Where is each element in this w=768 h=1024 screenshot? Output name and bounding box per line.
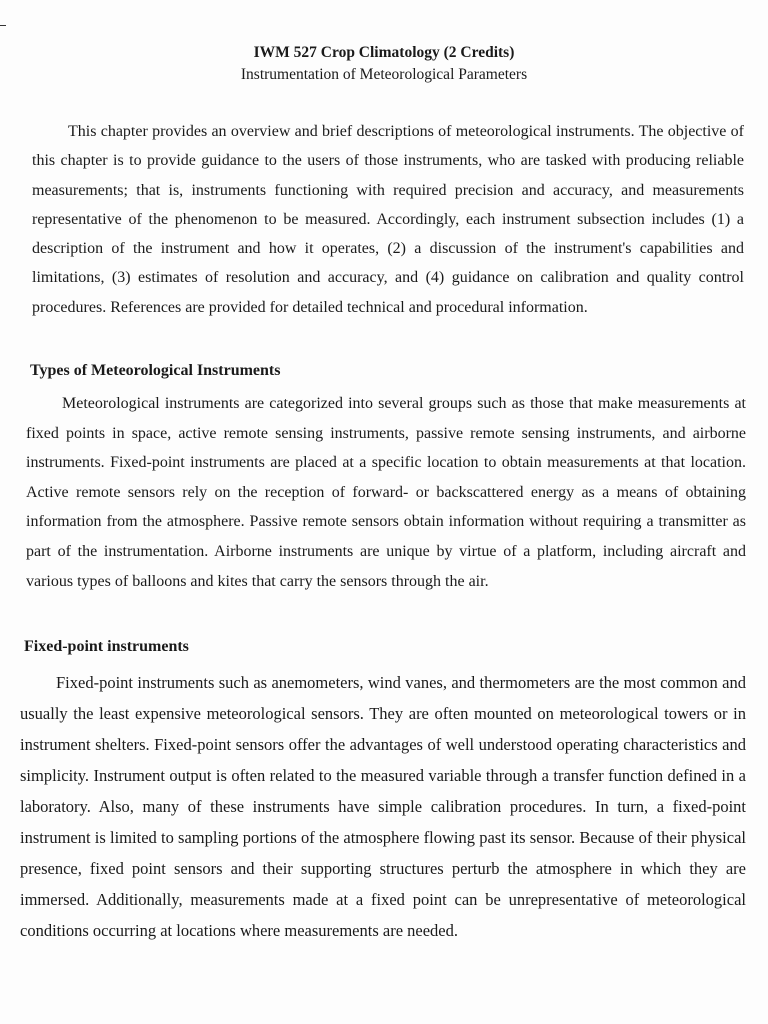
- section-heading-fixed-point: Fixed-point instruments: [24, 638, 189, 655]
- fixed-point-paragraph: Fixed-point instruments such as anemometers, wind vanes, and thermometers are the most common and usually the least expensive meteorological sensors. They are often mounted on meteorological towers or in instrument shelters. Fixed-point sensors offer the advantages of well understood operating characteristics and simplicity. Instrument output is often related to the measured variable through a transfer function defined in a laboratory. Also, many of these instruments have simple calibration procedures. In turn, a fixed-point instrument is limited to sampling portions of the atmosphere flowing past its sensor. Because of their physical presence, fixed point sensors and their supporting structures perturb the atmosphere in which they are immersed. Additionally, measurements made at a fixed point can be unrepresentative of meteorological conditions occurring at locations where measurements are needed.: [20, 673, 746, 940]
- section-heading-types: Types of Meteorological Instruments: [30, 362, 281, 379]
- scan-mark: [0, 25, 6, 26]
- document-subtitle: Instrumentation of Meteorological Parameters: [240, 66, 528, 83]
- types-paragraph: Meteorological instruments are categorized into several groups such as those that make measurements at fixed points in space, active remote sensing instruments, passive remote sensing instruments, and airborne instruments. Fixed-point instruments are placed at a specific location to obtain measurements at that location. Active remote sensors rely on the reception of forward- or backscattered energy as a means of obtaining information from the atmosphere. Passive remote sensors obtain information without requiring a transmitter as part of the instrumentation. Airborne instruments are unique by virtue of a platform, including aircraft and various types of balloons and kites that carry the sensors through the air.: [26, 395, 746, 590]
- document-title: IWM 527 Crop Climatology (2 Credits): [253, 44, 515, 61]
- intro-paragraph: This chapter provides an overview and brief descriptions of meteorological instruments. The objective of this chapter is to provide guidance to the users of those instruments, who are tasked with producing reliable measurements; that is, instruments functioning with required precision and accuracy, and measurements representative of the phenomenon to be measured. Accordingly, each instrument subsection includes (1) a description of the instrument and how it operates, (2) a discussion of the instrument's capabilities and limitations, (3) estimates of resolution and accuracy, and (4) guidance on calibration and quality control procedures. References are provided for detailed technical and procedural information.: [32, 123, 744, 316]
